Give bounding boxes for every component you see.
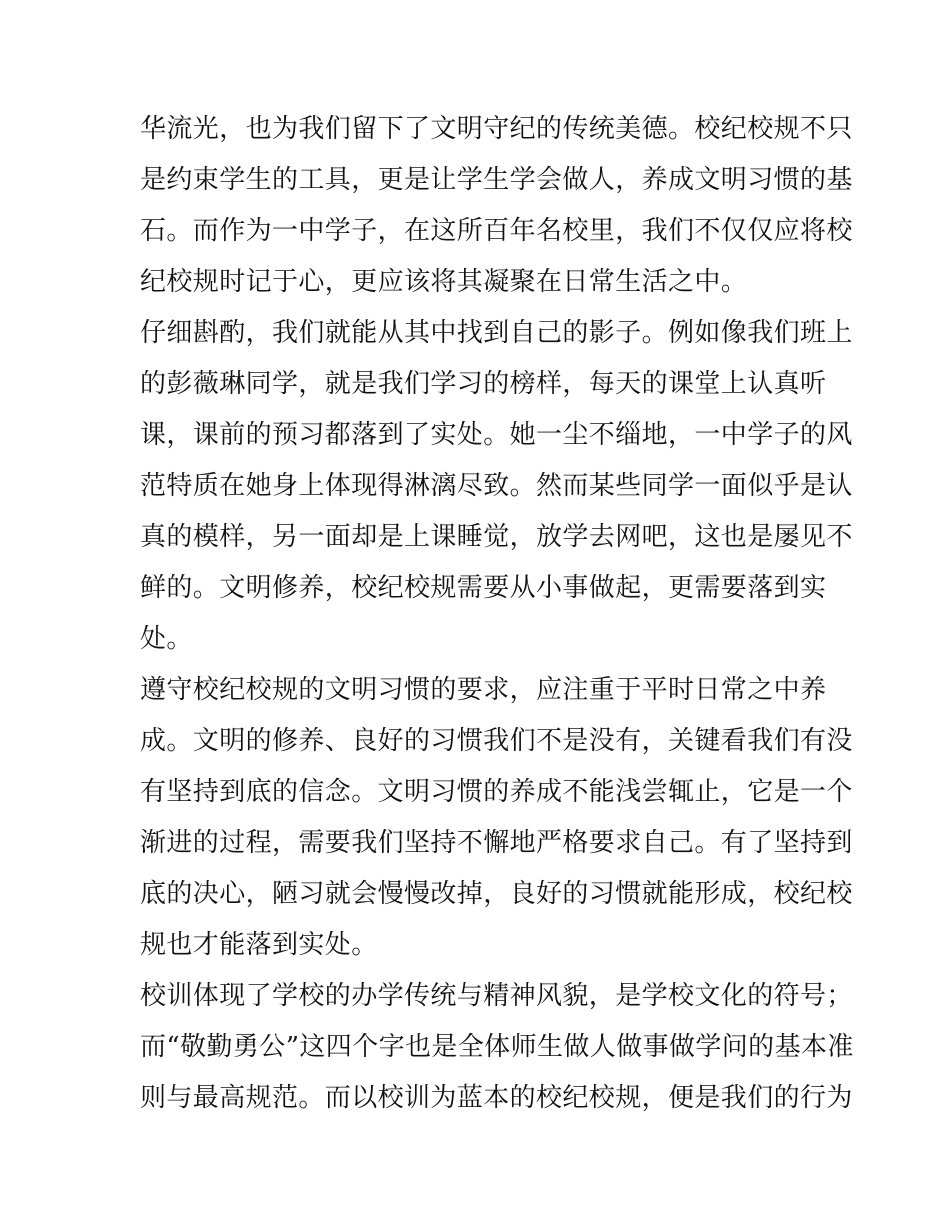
text-line: 真的模样，另一面却是上课睡觉，放学去网吧，这也是屡见不 <box>140 522 853 552</box>
document-body <box>140 104 854 1124</box>
text-line: 范特质在她身上体现得淋漓尽致。然而某些同学一面似乎是认 <box>140 471 853 501</box>
text-line: 而“敬勤勇公”这四个字也是全体师生做人做事做学问的基本准 <box>140 1032 854 1062</box>
text-line: 是约束学生的工具，更是让学生学会做人，养成文明习惯的基 <box>140 165 853 195</box>
text-line: 华流光，也为我们留下了文明守纪的传统美德。校纪校规不只 <box>140 114 853 144</box>
text-line: 规也才能落到实处。 <box>140 930 378 960</box>
text-line: 的彭薇琳同学，就是我们学习的榜样，每天的课堂上认真听 <box>140 369 827 399</box>
text-line: 鲜的。文明修养，校纪校规需要从小事做起，更需要落到实 <box>140 573 827 603</box>
text-line: 成。文明的修养、良好的习惯我们不是没有，关键看我们有没 <box>140 726 853 756</box>
text-line: 课，课前的预习都落到了实处。她一尘不缁地，一中学子的风 <box>140 420 853 450</box>
text-line: 则与最高规范。而以校训为蓝本的校纪校规，便是我们的行为 <box>140 1083 853 1113</box>
text-line: 处。 <box>140 624 193 654</box>
text-line: 仔细斟酌，我们就能从其中找到自己的影子。例如像我们班上 <box>140 318 853 348</box>
text-line: 纪校规时记于心，更应该将其凝聚在日常生活之中。 <box>140 267 748 297</box>
text-line: 校训体现了学校的办学传统与精神风貌，是学校文化的符号； <box>140 981 853 1011</box>
text-line: 有坚持到底的信念。文明习惯的养成不能浅尝辄止，它是一个 <box>140 777 853 807</box>
text-line: 石。而作为一中学子，在这所百年名校里，我们不仅仅应将校 <box>140 216 853 246</box>
text-line: 底的决心，陋习就会慢慢改掉，良好的习惯就能形成，校纪校 <box>140 879 853 909</box>
text-line: 遵守校纪校规的文明习惯的要求，应注重于平时日常之中养 <box>140 675 827 705</box>
text-line: 渐进的过程，需要我们坚持不懈地严格要求自己。有了坚持到 <box>140 828 853 858</box>
